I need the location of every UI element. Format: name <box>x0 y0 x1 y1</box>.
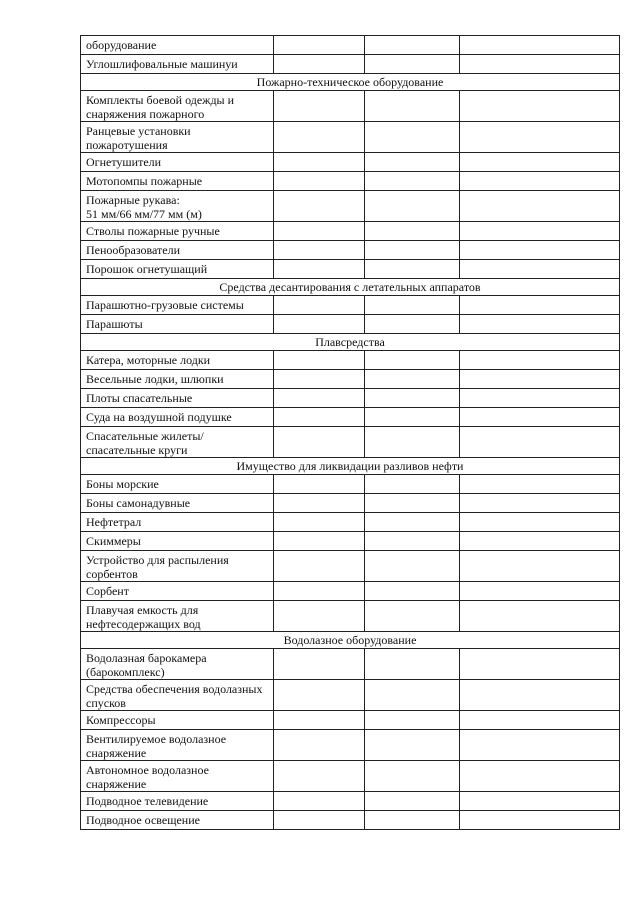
empty-cell <box>274 191 365 222</box>
item-name-cell <box>81 389 274 408</box>
empty-cell <box>460 494 620 513</box>
empty-cell <box>365 711 460 730</box>
empty-cell <box>274 513 365 532</box>
item-name-cell <box>81 153 274 172</box>
item-name: Пожарные рукава: 51 мм/66 мм/77 мм (м) <box>86 193 202 221</box>
empty-cell <box>460 680 620 711</box>
empty-cell <box>460 296 620 315</box>
item-name-cell <box>81 427 274 458</box>
empty-cell <box>460 222 620 241</box>
table-row <box>81 532 620 551</box>
empty-cell <box>274 296 365 315</box>
section-header: Средства десантирования с летательных аппаратов <box>81 279 620 296</box>
item-name: Мотопомпы пожарные <box>86 174 203 188</box>
empty-cell <box>365 761 460 792</box>
item-name: Стволы пожарные ручные <box>86 224 220 238</box>
empty-cell <box>460 811 620 830</box>
item-name-cell <box>81 513 274 532</box>
table-row <box>81 389 620 408</box>
table-row <box>81 191 620 222</box>
empty-cell <box>274 55 365 74</box>
empty-cell <box>365 513 460 532</box>
item-name-cell <box>81 55 274 74</box>
item-name-cell <box>81 711 274 730</box>
empty-cell <box>274 389 365 408</box>
item-name-cell <box>81 582 274 601</box>
table-row <box>81 315 620 334</box>
empty-cell <box>460 351 620 370</box>
item-name: Скиммеры <box>86 534 141 548</box>
item-name-cell <box>81 241 274 260</box>
table-row <box>81 551 620 582</box>
empty-cell <box>274 122 365 153</box>
empty-cell <box>460 172 620 191</box>
empty-cell <box>460 513 620 532</box>
empty-cell <box>365 222 460 241</box>
empty-cell <box>274 260 365 279</box>
section-header-row <box>81 74 620 91</box>
item-name: Ранцевые установки пожаротушения <box>86 124 191 152</box>
item-name: Сорбент <box>86 584 129 598</box>
table-row <box>81 122 620 153</box>
empty-cell <box>274 36 365 55</box>
item-name: Вентилируемое водолазное снаряжение <box>86 732 227 760</box>
table-row <box>81 649 620 680</box>
table-row <box>81 153 620 172</box>
table-row <box>81 427 620 458</box>
item-name-cell <box>81 649 274 680</box>
empty-cell <box>460 153 620 172</box>
empty-cell <box>460 315 620 334</box>
empty-cell <box>365 494 460 513</box>
item-name: Компрессоры <box>86 713 156 727</box>
item-name-cell <box>81 494 274 513</box>
item-name: Подводное освещение <box>86 813 200 827</box>
empty-cell <box>274 730 365 761</box>
empty-cell <box>274 153 365 172</box>
empty-cell <box>274 172 365 191</box>
item-name-cell <box>81 601 274 632</box>
empty-cell <box>365 582 460 601</box>
item-name: Пенообразователи <box>86 243 181 257</box>
empty-cell <box>274 582 365 601</box>
empty-cell <box>365 315 460 334</box>
item-name: Весельные лодки, шлюпки <box>86 372 224 386</box>
empty-cell <box>274 370 365 389</box>
empty-cell <box>460 260 620 279</box>
section-header: Имущество для ликвидации разливов нефти <box>81 458 620 475</box>
table-row <box>81 55 620 74</box>
item-name-cell <box>81 315 274 334</box>
item-name-cell <box>81 222 274 241</box>
item-name-cell <box>81 191 274 222</box>
item-name: Парашюты <box>86 317 143 331</box>
empty-cell <box>274 680 365 711</box>
empty-cell <box>365 792 460 811</box>
item-name: Автономное водолазное снаряжение <box>86 763 209 791</box>
empty-cell <box>365 389 460 408</box>
empty-cell <box>460 91 620 122</box>
empty-cell <box>365 730 460 761</box>
empty-cell <box>460 761 620 792</box>
item-name: Спасательные жилеты/спасательные круги <box>86 429 204 457</box>
empty-cell <box>274 91 365 122</box>
item-name: Углошлифовальные машинуи <box>86 57 238 71</box>
table-row <box>81 36 620 55</box>
table-row <box>81 601 620 632</box>
table-row <box>81 296 620 315</box>
empty-cell <box>274 241 365 260</box>
table-row <box>81 260 620 279</box>
empty-cell <box>460 408 620 427</box>
item-name-cell <box>81 370 274 389</box>
table-row <box>81 730 620 761</box>
table-row <box>81 222 620 241</box>
empty-cell <box>365 427 460 458</box>
item-name-cell <box>81 680 274 711</box>
table-row <box>81 792 620 811</box>
item-name: Порошок огнетушащий <box>86 262 208 276</box>
table-row <box>81 761 620 792</box>
item-name: Катера, моторные лодки <box>86 353 211 367</box>
empty-cell <box>274 494 365 513</box>
empty-cell <box>460 649 620 680</box>
table-row <box>81 172 620 191</box>
equipment-table <box>80 35 620 830</box>
section-header: Пожарно-техническое оборудование <box>81 74 620 91</box>
empty-cell <box>274 408 365 427</box>
empty-cell <box>460 730 620 761</box>
empty-cell <box>365 91 460 122</box>
equipment-table-body <box>81 36 620 830</box>
item-name-cell <box>81 351 274 370</box>
empty-cell <box>274 792 365 811</box>
empty-cell <box>365 260 460 279</box>
empty-cell <box>460 370 620 389</box>
empty-cell <box>460 532 620 551</box>
empty-cell <box>274 601 365 632</box>
empty-cell <box>460 475 620 494</box>
item-name: Нефтетрал <box>86 515 142 529</box>
table-row <box>81 91 620 122</box>
item-name: оборудование <box>86 38 157 52</box>
empty-cell <box>365 351 460 370</box>
item-name-cell <box>81 172 274 191</box>
section-header-row <box>81 458 620 475</box>
empty-cell <box>274 811 365 830</box>
empty-cell <box>460 601 620 632</box>
empty-cell <box>365 36 460 55</box>
item-name: Устройство для распыления сорбентов <box>86 553 229 581</box>
item-name: Боны самонадувные <box>86 496 191 510</box>
empty-cell <box>365 532 460 551</box>
empty-cell <box>365 551 460 582</box>
empty-cell <box>365 680 460 711</box>
item-name: Плоты спасательные <box>86 391 193 405</box>
item-name: Парашютно-грузовые системы <box>86 298 244 312</box>
item-name-cell <box>81 730 274 761</box>
section-header-row <box>81 334 620 351</box>
item-name-cell <box>81 260 274 279</box>
table-row <box>81 494 620 513</box>
empty-cell <box>274 711 365 730</box>
item-name: Водолазная барокамера (барокомплекс) <box>86 651 207 679</box>
section-header-row <box>81 279 620 296</box>
empty-cell <box>274 315 365 334</box>
empty-cell <box>460 551 620 582</box>
table-row <box>81 475 620 494</box>
empty-cell <box>365 55 460 74</box>
table-row <box>81 680 620 711</box>
item-name-cell <box>81 532 274 551</box>
item-name-cell <box>81 91 274 122</box>
empty-cell <box>274 532 365 551</box>
item-name-cell <box>81 36 274 55</box>
empty-cell <box>460 582 620 601</box>
empty-cell <box>365 191 460 222</box>
empty-cell <box>365 408 460 427</box>
item-name: Плавучая емкость для нефтесодержащих вод <box>86 603 201 631</box>
item-name: Подводное телевидение <box>86 794 209 808</box>
table-row <box>81 811 620 830</box>
table-row <box>81 513 620 532</box>
table-row <box>81 370 620 389</box>
empty-cell <box>460 241 620 260</box>
item-name-cell <box>81 122 274 153</box>
item-name-cell <box>81 408 274 427</box>
empty-cell <box>460 36 620 55</box>
section-header-row <box>81 632 620 649</box>
empty-cell <box>365 172 460 191</box>
empty-cell <box>460 191 620 222</box>
empty-cell <box>365 475 460 494</box>
item-name: Боны морские <box>86 477 159 491</box>
empty-cell <box>460 427 620 458</box>
empty-cell <box>365 122 460 153</box>
item-name: Комплекты боевой одежды и снаряжения пожарного <box>86 93 235 121</box>
empty-cell <box>365 370 460 389</box>
empty-cell <box>460 122 620 153</box>
empty-cell <box>460 389 620 408</box>
empty-cell <box>274 427 365 458</box>
empty-cell <box>274 222 365 241</box>
section-header: Плавсредства <box>81 334 620 351</box>
item-name-cell <box>81 761 274 792</box>
empty-cell <box>365 153 460 172</box>
empty-cell <box>274 551 365 582</box>
empty-cell <box>365 241 460 260</box>
table-row <box>81 408 620 427</box>
item-name-cell <box>81 792 274 811</box>
item-name-cell <box>81 551 274 582</box>
table-row <box>81 582 620 601</box>
empty-cell <box>365 601 460 632</box>
empty-cell <box>274 475 365 494</box>
item-name: Суда на воздушной подушке <box>86 410 232 424</box>
table-row <box>81 241 620 260</box>
empty-cell <box>460 711 620 730</box>
empty-cell <box>274 351 365 370</box>
item-name-cell <box>81 811 274 830</box>
table-row <box>81 711 620 730</box>
item-name-cell <box>81 475 274 494</box>
empty-cell <box>460 792 620 811</box>
table-row <box>81 351 620 370</box>
section-header: Водолазное оборудование <box>81 632 620 649</box>
empty-cell <box>460 55 620 74</box>
empty-cell <box>365 649 460 680</box>
empty-cell <box>365 811 460 830</box>
empty-cell <box>365 296 460 315</box>
item-name-cell <box>81 296 274 315</box>
empty-cell <box>274 649 365 680</box>
item-name: Средства обеспечения водолазных спусков <box>86 682 263 710</box>
empty-cell <box>274 761 365 792</box>
item-name: Огнетушители <box>86 155 162 169</box>
